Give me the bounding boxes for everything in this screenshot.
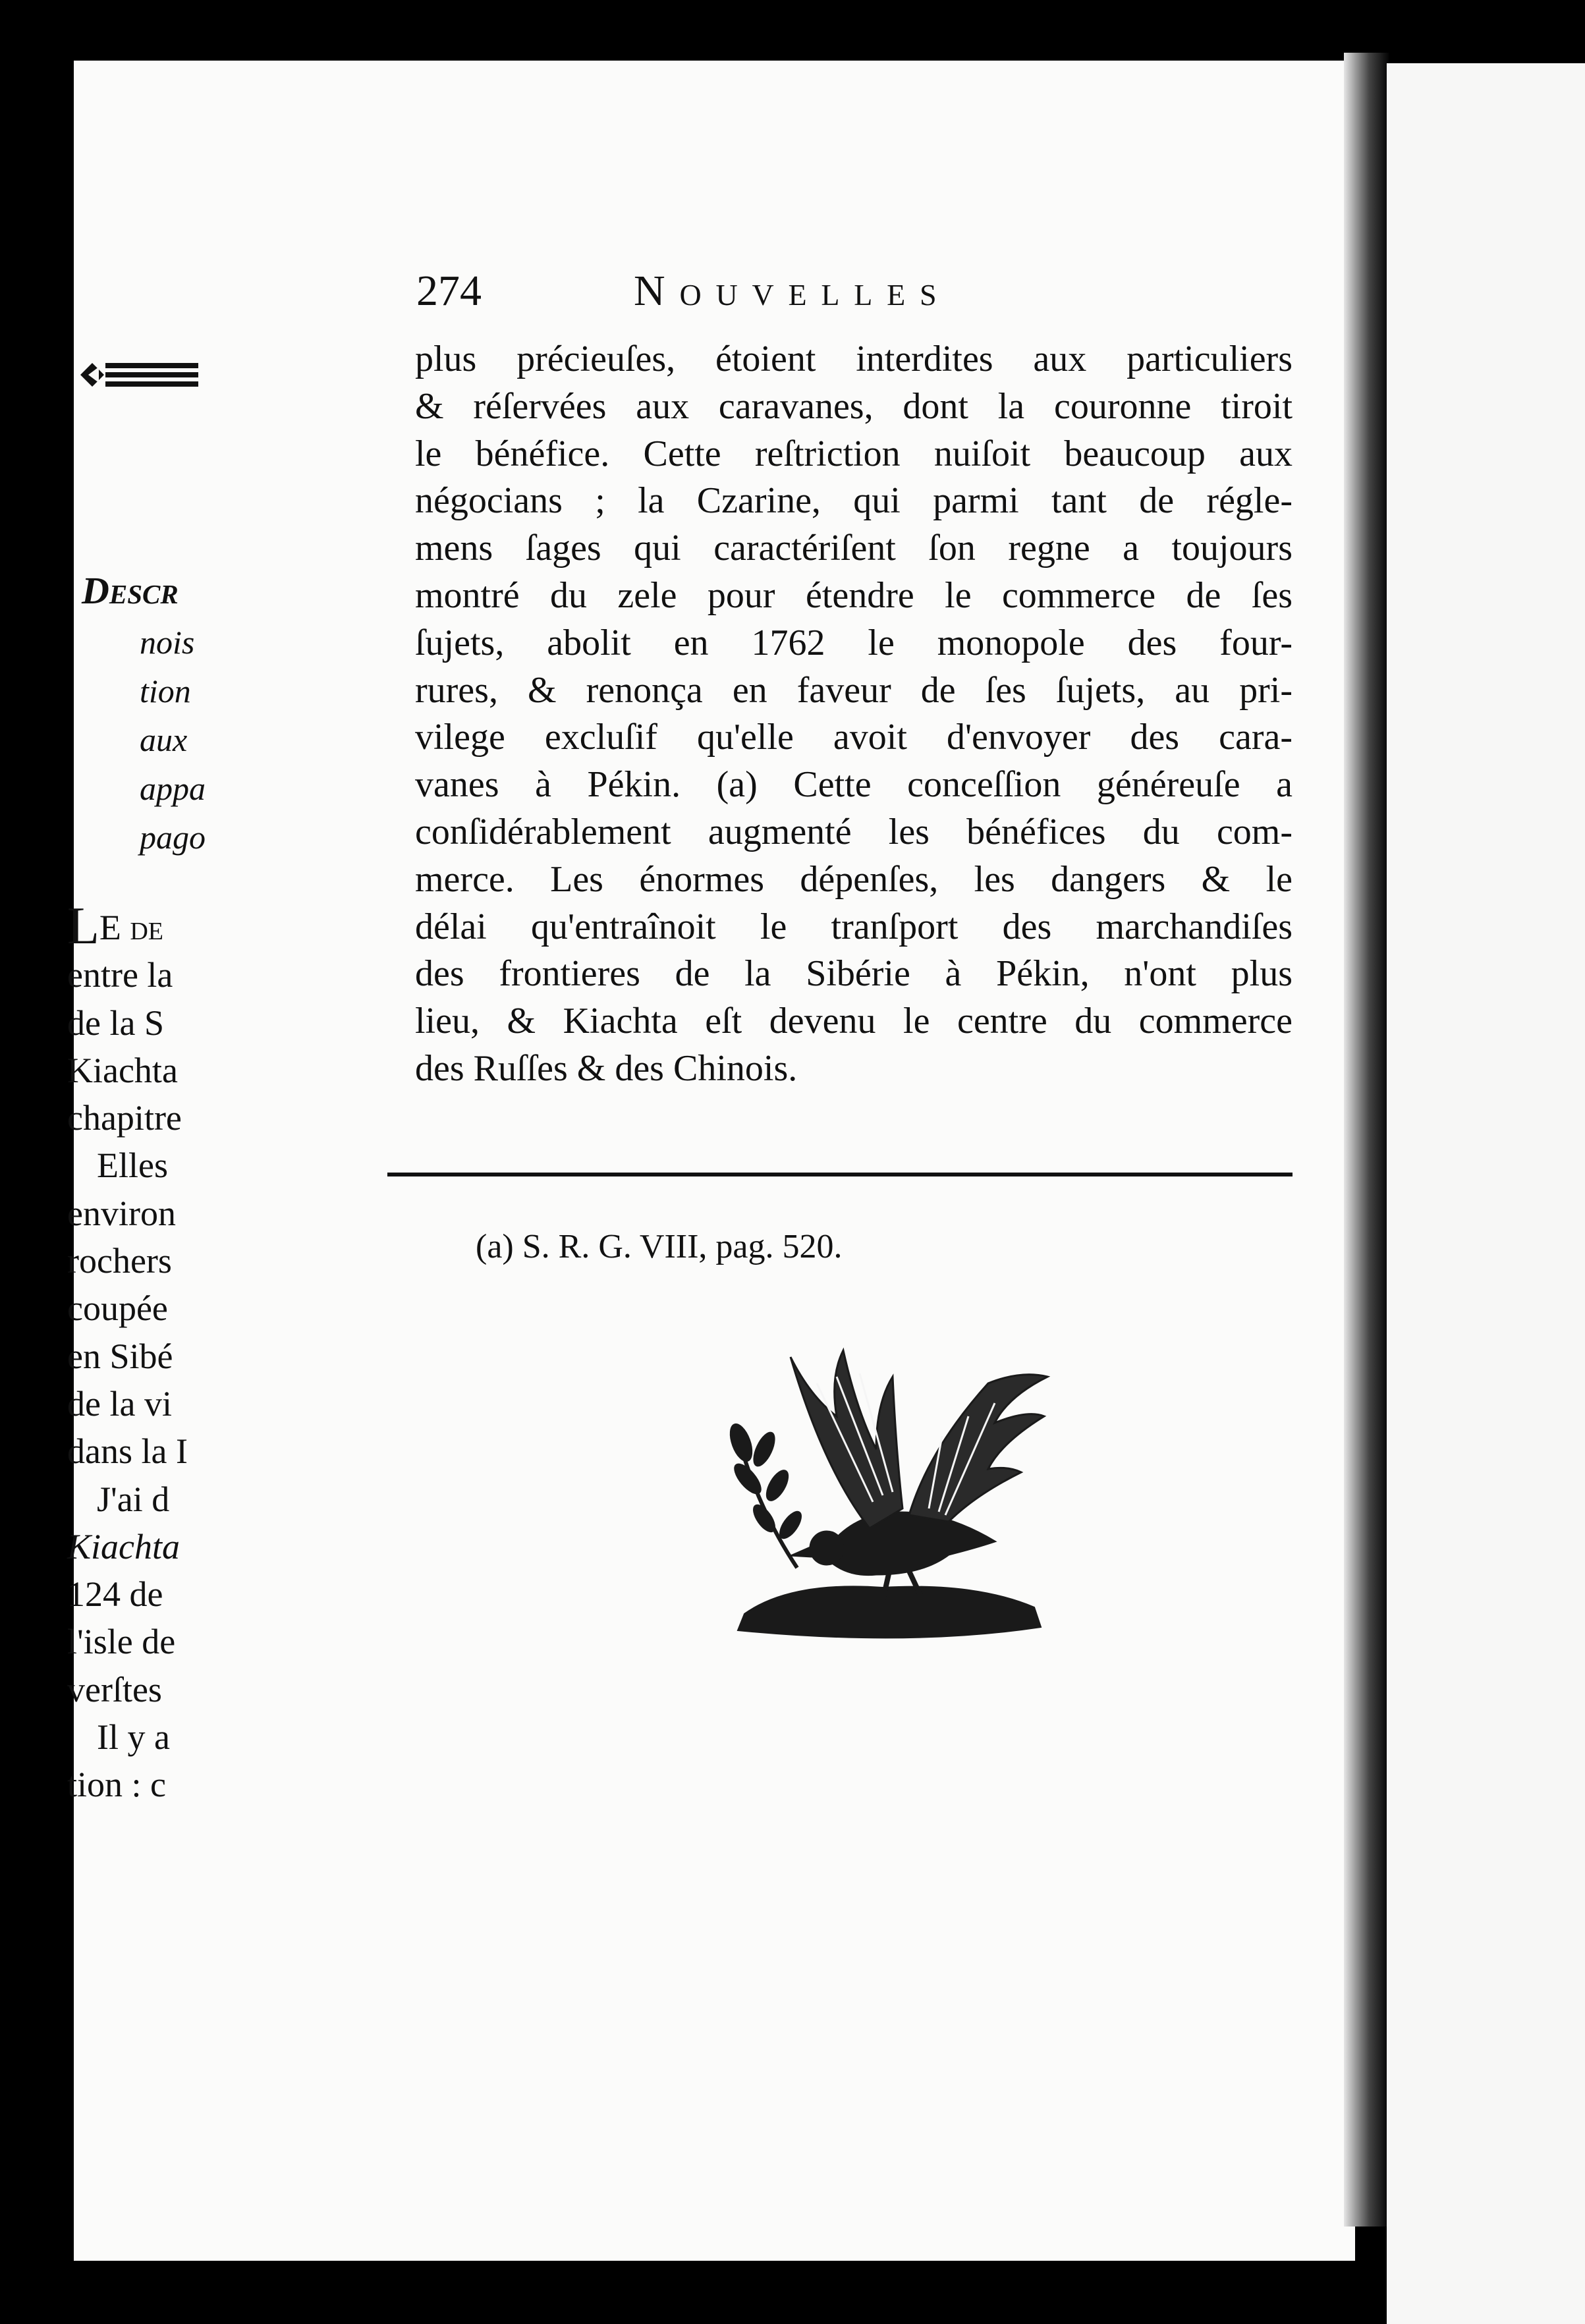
chapter-subheading bbox=[140, 618, 206, 862]
text-line: 124 de bbox=[67, 1574, 163, 1615]
text-line: lieu, & Kiachta eſt devenu le centre du commerce bbox=[415, 1001, 1293, 1042]
chapter-heading: Descr bbox=[82, 569, 179, 612]
running-title: Nouvelles bbox=[634, 267, 951, 315]
text-line: rures, & renonça en faveur de ſes ſujets, au pri- bbox=[415, 669, 1293, 711]
subheading-line: appa bbox=[140, 770, 206, 807]
text-line: ſujets, abolit en 1762 le monopole des four- bbox=[415, 622, 1293, 663]
headpiece-ornament-icon bbox=[79, 359, 198, 391]
subheading-line: aux bbox=[140, 721, 188, 758]
right-page bbox=[1387, 63, 1585, 2324]
text-line: Il y a bbox=[97, 1717, 170, 1757]
page-number: 274 bbox=[416, 267, 482, 315]
footnote: (a) S. R. G. VIII, pag. 520. bbox=[476, 1228, 843, 1265]
subheading-line: pago bbox=[140, 819, 206, 856]
text-line: Elles bbox=[97, 1146, 168, 1186]
text-line: le bénéfice. Cette reſtriction nuiſoit beaucoup aux bbox=[415, 433, 1293, 474]
text-line: plus précieuſes, étoient interdites aux particuliers bbox=[415, 339, 1293, 379]
book-gutter bbox=[1344, 53, 1390, 2227]
text-line: de la vi bbox=[67, 1383, 172, 1424]
text-line: J'ai d bbox=[97, 1479, 170, 1519]
right-body-text bbox=[67, 897, 188, 1809]
text-line: délai qu'entraînoit le tranſport des marchandiſes bbox=[415, 906, 1293, 947]
text-line: Kiachta bbox=[67, 1050, 178, 1090]
text-line: rochers bbox=[67, 1241, 172, 1281]
text-line: verſtes bbox=[67, 1669, 162, 1709]
text-line: des frontieres de la Sibérie à Pékin, n'ont plus bbox=[415, 953, 1293, 995]
text-line: vanes à Pékin. (a) Cette conceſſion généreuſe a bbox=[415, 764, 1293, 806]
text-line: merce. Les énormes dépenſes, les dangers & le bbox=[415, 858, 1293, 900]
text-line: montré du zele pour étendre le commerce de ſes bbox=[415, 574, 1293, 616]
text-line: tion : c bbox=[67, 1765, 166, 1805]
drop-cap: L bbox=[67, 897, 99, 955]
body-text bbox=[415, 336, 1293, 1093]
bird-fleuron-icon bbox=[711, 1337, 1054, 1653]
text-line: & réſervées aux caravanes, dont la couronne tiroit bbox=[415, 385, 1293, 427]
text-line: dans la I bbox=[67, 1431, 188, 1472]
running-head bbox=[416, 265, 951, 318]
text-line: environ bbox=[67, 1193, 176, 1233]
text-line: mens ſages qui caractériſent ſon regne a toujours bbox=[415, 528, 1293, 569]
text-line: Kiachta bbox=[67, 1526, 180, 1566]
footnote-rule bbox=[387, 1173, 1293, 1176]
text-line: de la S bbox=[67, 1003, 164, 1043]
text-line: LE de bbox=[67, 897, 164, 955]
subheading-line: nois bbox=[140, 624, 195, 661]
text-line: des Ruſſes & des Chinois. bbox=[415, 1047, 798, 1089]
text-line: entre la bbox=[67, 955, 173, 995]
text-line: négocians ; la Czarine, qui parmi tant de régle- bbox=[415, 480, 1293, 522]
text-line: coupée bbox=[67, 1288, 168, 1329]
text-line: vilege excluſif qu'elle avoit d'envoyer des cara- bbox=[415, 717, 1293, 758]
text-line: en Sibé bbox=[67, 1336, 173, 1376]
text-line: l'isle de bbox=[67, 1622, 176, 1662]
text-line: conſidérablement augmenté les bénéfices du com- bbox=[415, 811, 1293, 852]
subheading-line: tion bbox=[140, 673, 191, 709]
text-line: chapitre bbox=[67, 1098, 182, 1138]
